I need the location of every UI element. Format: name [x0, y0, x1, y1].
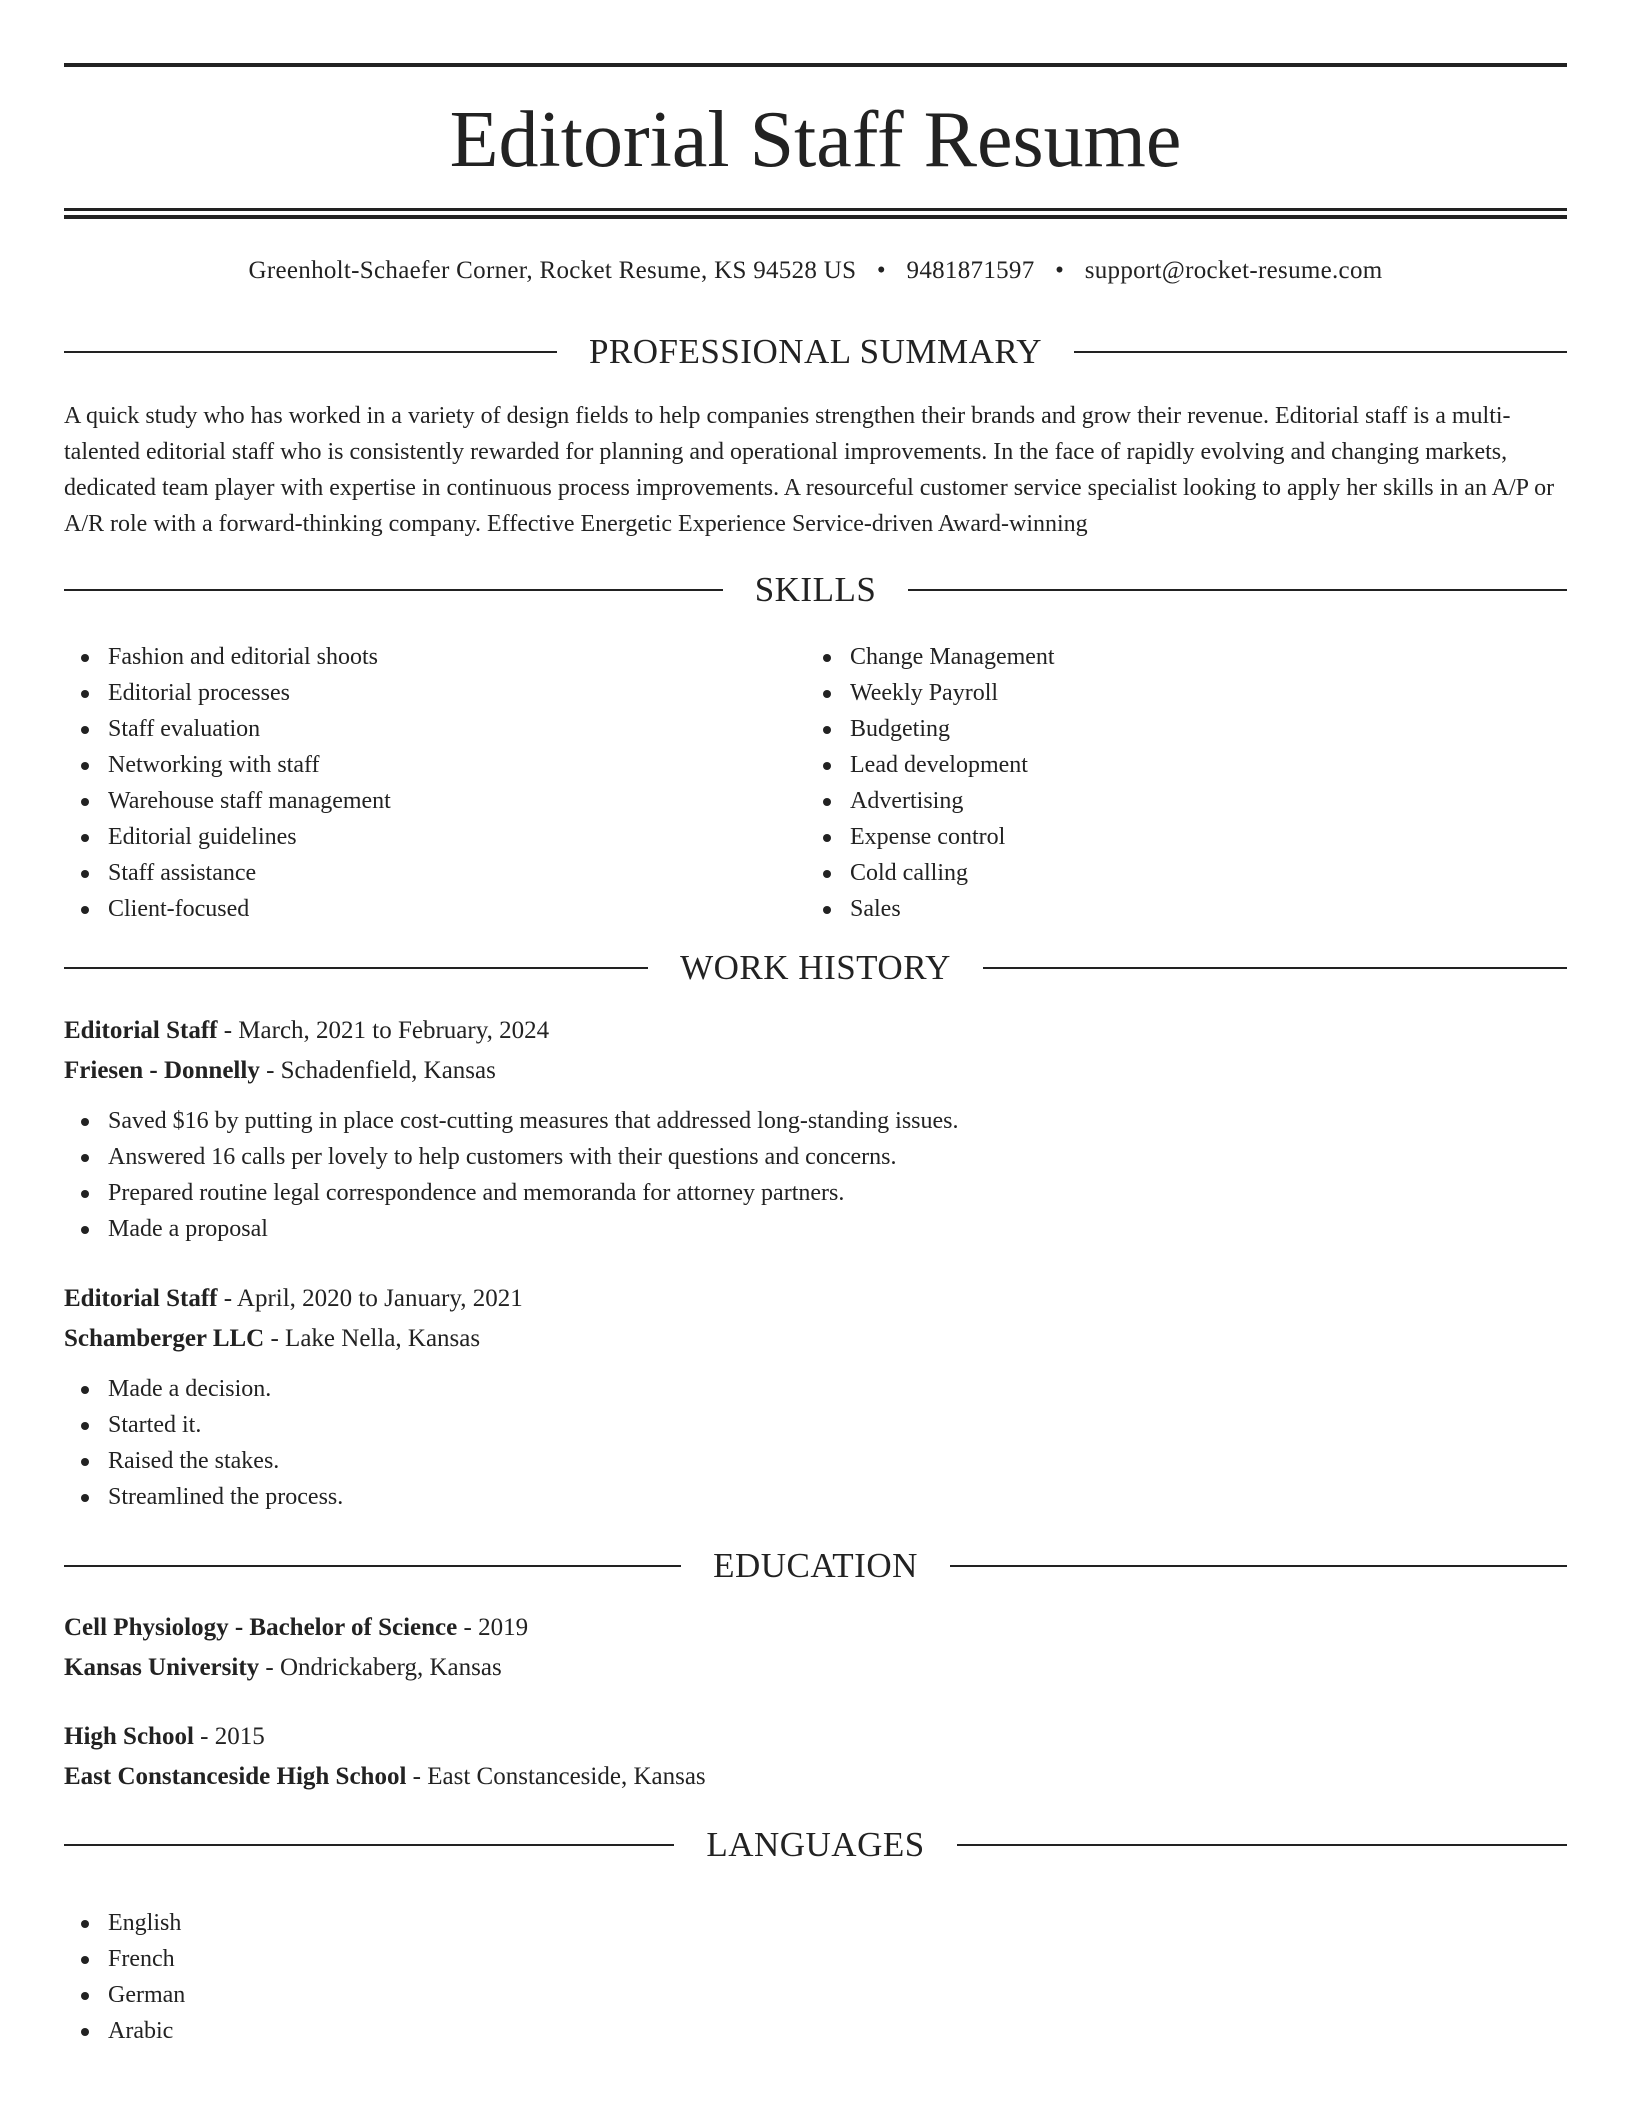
contact-separator: •: [876, 257, 886, 284]
job-title-line: [64, 1279, 1567, 1319]
job-title: Editorial Staff: [64, 1285, 218, 1312]
job-bullets: [64, 1103, 1567, 1247]
job-bullet: Made a proposal: [64, 1211, 1567, 1247]
divider-line: [1074, 351, 1567, 353]
job-location: - Schadenfield, Kansas: [259, 1057, 496, 1084]
language-item: English: [64, 1905, 764, 1941]
skill-item: Advertising: [806, 783, 1506, 819]
skill-item: Sales: [806, 891, 1506, 927]
skill-item: Cold calling: [806, 855, 1506, 891]
title-rule-lower: [64, 215, 1567, 219]
education-degree: Cell Physiology - Bachelor of Science: [64, 1614, 458, 1641]
skill-item: Editorial processes: [64, 675, 764, 711]
divider-line: [957, 1844, 1567, 1846]
skill-item: Client-focused: [64, 891, 764, 927]
contact-address: Greenholt-Schaefer Corner, Rocket Resume, KS 94528 US: [248, 257, 857, 284]
job-bullet: Made a decision.: [64, 1371, 1567, 1407]
job-company: Friesen - Donnelly: [64, 1057, 260, 1084]
skill-item: Staff evaluation: [64, 711, 764, 747]
contact-line: [64, 253, 1567, 289]
language-item: Arabic: [64, 2013, 764, 2049]
skills-list-left: [64, 639, 764, 927]
divider-line: [908, 589, 1567, 591]
skill-item: Expense control: [806, 819, 1506, 855]
skill-item: Fashion and editorial shoots: [64, 639, 764, 675]
education-degree-line: [64, 1608, 1567, 1648]
job-title-line: [64, 1011, 1567, 1051]
summary-text: A quick study who has worked in a variety of design fields to help companies strengthen their brands and grow their revenue. Editorial staff is a multi-talented editorial staff who is consistently rewarded for planning and operational improvements. In the face of rapidly evolving and changing markets, dedicated team player with expertise in continuous process improvements. A resourceful customer service specialist looking to apply her skills in an A/P or A/R role with a forward-thinking company. Effective Energetic Experience Service-driven Award-winning: [64, 403, 1555, 537]
skill-item: Warehouse staff management: [64, 783, 764, 819]
education-degree-line: [64, 1717, 1567, 1757]
section-title: WORK HISTORY: [680, 948, 951, 987]
work-entry: [64, 1011, 1567, 1247]
divider-line: [64, 1565, 681, 1567]
page-title: Editorial Staff Resume: [449, 96, 1182, 184]
education-year: - 2015: [193, 1723, 265, 1750]
skill-item: Editorial guidelines: [64, 819, 764, 855]
section-title: LANGUAGES: [706, 1825, 925, 1864]
job-company-line: [64, 1319, 1567, 1359]
divider-line: [983, 967, 1567, 969]
skill-item: Budgeting: [806, 711, 1506, 747]
education-school-line: [64, 1757, 1567, 1797]
job-bullet: Streamlined the process.: [64, 1479, 1567, 1515]
education-location: - East Constanceside, Kansas: [406, 1763, 706, 1790]
education-school-line: [64, 1648, 1567, 1688]
job-bullet: Saved $16 by putting in place cost-cutting measures that addressed long-standing issues.: [64, 1103, 1567, 1139]
section-heading-work: [64, 946, 1567, 990]
top-rule: [64, 63, 1567, 67]
education-location: - Ondrickaberg, Kansas: [259, 1654, 502, 1681]
section-title: EDUCATION: [713, 1546, 918, 1585]
job-title: Editorial Staff: [64, 1017, 218, 1044]
job-bullet: Started it.: [64, 1407, 1567, 1443]
job-bullet: Answered 16 calls per lovely to help customers with their questions and concerns.: [64, 1139, 1567, 1175]
education-degree: High School: [64, 1723, 194, 1750]
divider-line: [950, 1565, 1567, 1567]
section-heading-skills: [64, 568, 1567, 612]
job-dates: - April, 2020 to January, 2021: [217, 1285, 523, 1312]
divider-line: [64, 589, 723, 591]
skills-list-right: [806, 639, 1506, 927]
skill-item: Lead development: [806, 747, 1506, 783]
work-entry: [64, 1279, 1567, 1515]
job-bullet: Raised the stakes.: [64, 1443, 1567, 1479]
skill-item: Change Management: [806, 639, 1506, 675]
section-title: SKILLS: [754, 570, 877, 609]
skill-item: Staff assistance: [64, 855, 764, 891]
education-school: East Constanceside High School: [64, 1763, 407, 1790]
section-heading-summary: [64, 330, 1567, 374]
job-location: - Lake Nella, Kansas: [264, 1325, 481, 1352]
title-rule-upper: [64, 208, 1567, 211]
contact-email: support@rocket-resume.com: [1084, 257, 1383, 284]
languages-list: [64, 1905, 764, 2049]
contact-separator: •: [1055, 257, 1065, 284]
job-company-line: [64, 1051, 1567, 1091]
divider-line: [64, 1844, 674, 1846]
section-title: PROFESSIONAL SUMMARY: [588, 332, 1043, 371]
skill-item: Weekly Payroll: [806, 675, 1506, 711]
job-bullets: [64, 1371, 1567, 1515]
divider-line: [64, 351, 557, 353]
education-school: Kansas University: [64, 1654, 260, 1681]
education-entry: [64, 1608, 1567, 1688]
contact-phone: 9481871597: [906, 257, 1035, 284]
job-dates: - March, 2021 to February, 2024: [217, 1017, 550, 1044]
education-entry: [64, 1717, 1567, 1797]
job-company: Schamberger LLC: [64, 1325, 265, 1352]
section-heading-languages: [64, 1823, 1567, 1867]
divider-line: [64, 967, 648, 969]
language-item: German: [64, 1977, 764, 2013]
education-year: - 2019: [457, 1614, 529, 1641]
job-bullet: Prepared routine legal correspondence and memoranda for attorney partners.: [64, 1175, 1567, 1211]
language-item: French: [64, 1941, 764, 1977]
skill-item: Networking with staff: [64, 747, 764, 783]
section-heading-education: [64, 1544, 1567, 1588]
